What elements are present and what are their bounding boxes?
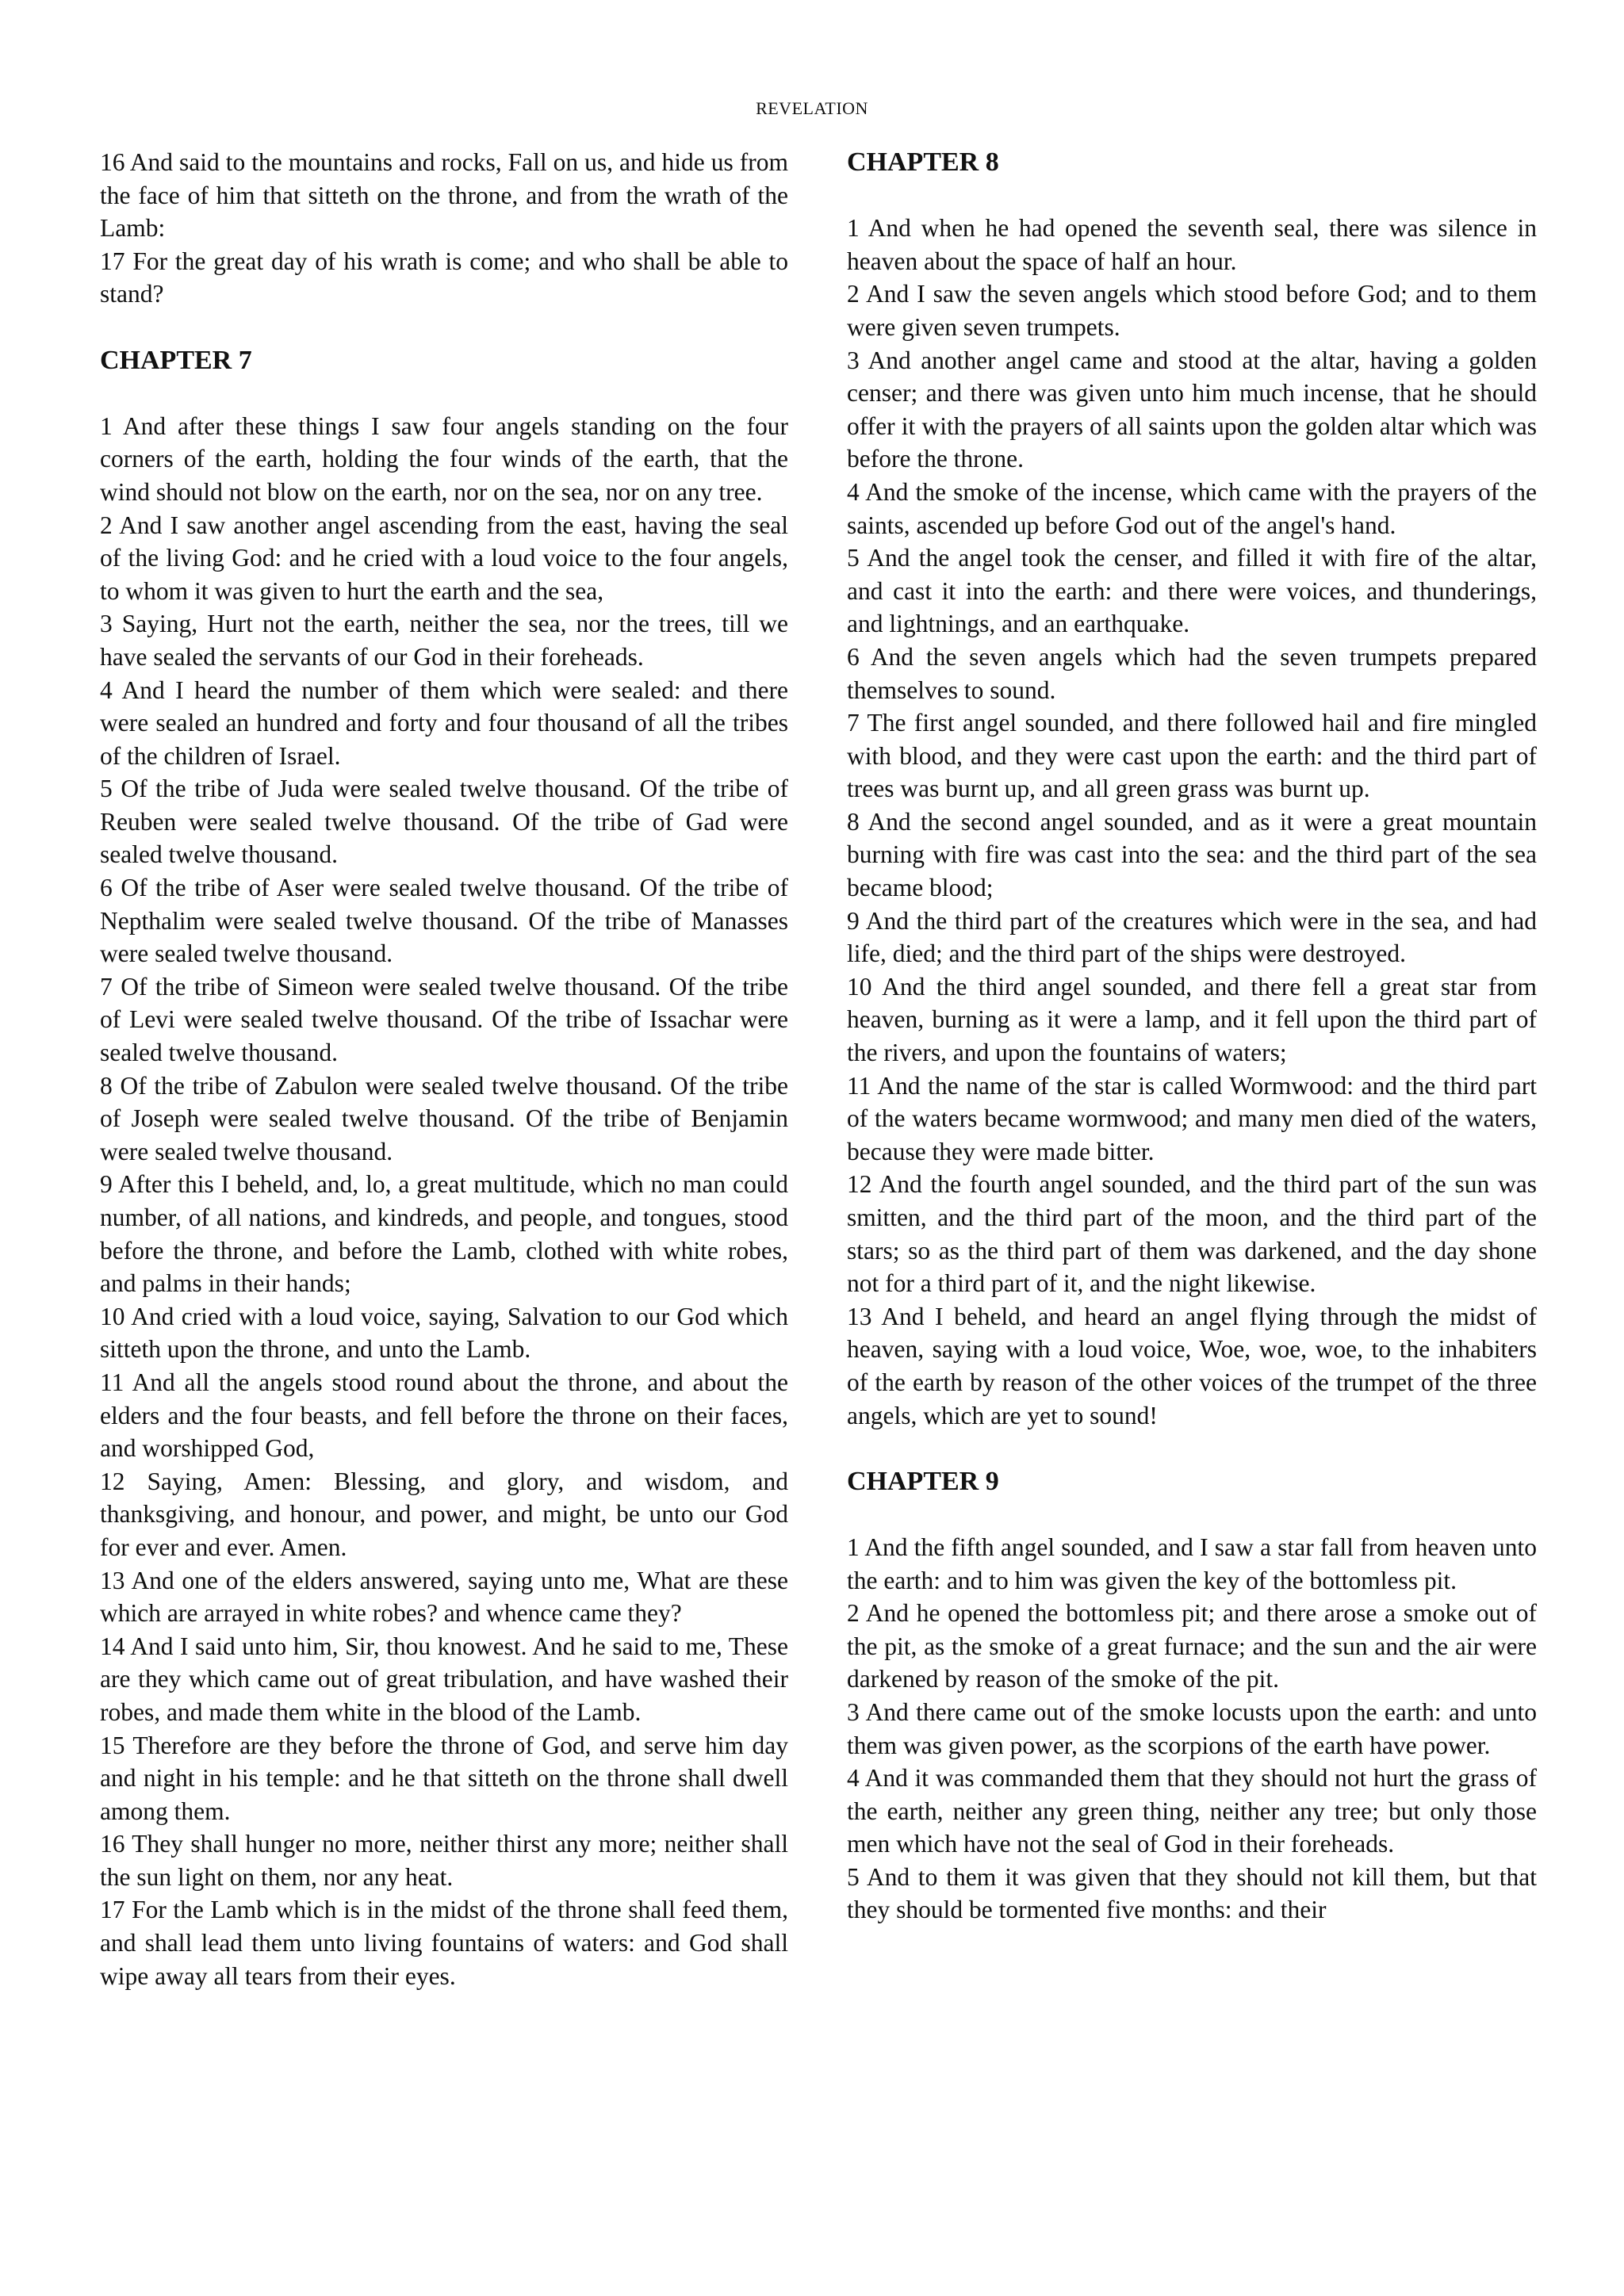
verse: 3 Saying, Hurt not the earth, neither the sea, nor the trees, till we have sealed the servants of our God in their foreheads. [100,610,788,671]
verse: 2 And I saw another angel ascending from the east, having the seal of the living God: and he cried with a loud voice to the four angels, to whom it was given to hurt the earth and the sea, [100,511,788,605]
spacer [100,377,788,410]
verse: 3 And another angel came and stood at the altar, having a golden censer; and there was given unto him much incense, that he should offer it with the prayers of all saints upon the golden altar which was before the throne. [847,346,1537,473]
verse: 16 They shall hunger no more, neither thirst any more; neither shall the sun light on them, nor any heat. [100,1830,788,1891]
verse: 10 And the third angel sounded, and there fell a great star from heaven, burning as it were a lamp, and it fell upon the third part of the rivers, and upon the fountains of waters; [847,972,1537,1067]
verse: 5 Of the tribe of Juda were sealed twelve thousand. Of the tribe of Reuben were sealed twelve thousand. Of the tribe of Gad were sealed twelve thousand. [100,775,788,869]
verse: 16 And said to the mountains and rocks, Fall on us, and hide us from the face of him that sitteth on the throne, and from the wrath of the Lamb: [100,148,788,243]
spacer [847,1498,1537,1531]
verse: 2 And he opened the bottomless pit; and there arose a smoke out of the pit, as the smoke of a great furnace; and the sun and the air were darkened by reason of the smoke of the pit. [847,1599,1537,1693]
verse: 11 And the name of the star is called Wormwood: and the third part of the waters became wormwood; and many men died of the waters, because they were made bitter. [847,1071,1537,1165]
spacer [847,179,1537,212]
verse: 4 And I heard the number of them which were sealed: and there were sealed an hundred and forty and four thousand of all the tribes of the children of Israel. [100,675,788,770]
spacer [847,1432,1537,1465]
verse: 17 For the great day of his wrath is come; and who shall be able to stand? [100,247,788,308]
chapter-heading: CHAPTER 7 [100,345,252,375]
verse: 6 And the seven angels which had the seven trumpets prepared themselves to sound. [847,642,1537,704]
verse: 12 Saying, Amen: Blessing, and glory, and wisdom, and thanksgiving, and honour, and power, and might, be unto our God for ever and ever. Amen. [100,1467,788,1561]
verse: 13 And I beheld, and heard an angel flying through the midst of heaven, saying with a loud voice, Woe, woe, woe, to the inhabiters of the earth by reason of the other voices of the trumpet of the three angels, which are yet to sound! [847,1302,1537,1429]
running-title: REVELATION [756,98,868,118]
verse: 15 Therefore are they before the throne of God, and serve him day and night in his temple: and he that sitteth on the throne shall dwell among them. [100,1731,788,1825]
right-column [847,146,1537,1927]
verse: 5 And to them it was given that they should not kill them, but that they should be tormented five months: and their [847,1862,1537,1924]
verse: 5 And the angel took the censer, and filled it with fire of the altar, and cast it into the earth: and there were voices, and thunderings, and lightnings, and an earthquake. [847,544,1537,638]
verse: 4 And the smoke of the incense, which came with the prayers of the saints, ascended up before God out of the angel's hand. [847,477,1537,539]
verse: 10 And cried with a loud voice, saying, Salvation to our God which sitteth upon the throne, and unto the Lamb. [100,1302,788,1364]
verse: 1 And when he had opened the seventh seal, there was silence in heaven about the space of half an hour. [847,214,1537,275]
verse: 4 And it was commanded them that they should not hurt the grass of the earth, neither any green thing, neither any tree; but only those men which have not the seal of God in their foreheads. [847,1764,1537,1858]
verse: 8 Of the tribe of Zabulon were sealed twelve thousand. Of the tribe of Joseph were sealed twelve thousand. Of the tribe of Benjamin were sealed twelve thousand. [100,1071,788,1165]
verse: 11 And all the angels stood round about the throne, and about the elders and the four beasts, and fell before the throne on their faces, and worshipped God, [100,1368,788,1463]
verse: 13 And one of the elders answered, saying unto me, What are these which are arrayed in white robes? and whence came they? [100,1566,788,1628]
verse: 14 And I said unto him, Sir, thou knowest. And he said to me, These are they which came out of great tribulation, and have washed their robes, and made them white in the blood of the Lamb. [100,1632,788,1726]
verse: 6 Of the tribe of Aser were sealed twelve thousand. Of the tribe of Nepthalim were sealed twelve thousand. Of the tribe of Manasses were sealed twelve thousand. [100,874,788,968]
verse: 1 And after these things I saw four angels standing on the four corners of the earth, holding the four winds of the earth, that the wind should not blow on the earth, nor on the sea, nor on any tree. [100,411,788,506]
verse: 3 And there came out of the smoke locusts upon the earth: and unto them was given power, as the scorpions of the earth have power. [847,1697,1537,1759]
verse: 12 And the fourth angel sounded, and the third part of the sun was smitten, and the third part of the moon, and the third part of the stars; so as the third part of them was darkened, and the day shone not for a third part of it, and the night likewise. [847,1170,1537,1298]
chapter-heading: CHAPTER 9 [847,1466,999,1496]
verse: 7 Of the tribe of Simeon were sealed twelve thousand. Of the tribe of Levi were sealed twelve thousand. Of the tribe of Issachar were sealed twelve thousand. [100,972,788,1067]
chapter-heading: CHAPTER 8 [847,147,999,177]
left-column [100,146,788,1992]
spacer [100,311,788,344]
verse: 9 And the third part of the creatures which were in the sea, and had life, died; and the third part of the ships were destroyed. [847,906,1537,968]
verse: 7 The first angel sounded, and there followed hail and fire mingled with blood, and they were cast upon the earth: and the third part of trees was burnt up, and all green grass was burnt up. [847,709,1537,803]
verse: 17 For the Lamb which is in the midst of the throne shall feed them, and shall lead them unto living fountains of waters: and God shall wipe away all tears from their eyes. [100,1896,788,1990]
verse: 2 And I saw the seven angels which stood before God; and to them were given seven trumpets. [847,280,1537,341]
verse: 8 And the second angel sounded, and as it were a great mountain burning with fire was cast into the sea: and the third part of the sea became blood; [847,807,1537,902]
verse: 9 After this I beheld, and, lo, a great multitude, which no man could number, of all nations, and kindreds, and people, and tongues, stood before the throne, and before the Lamb, clothed with white robes, and palms in their hands; [100,1170,788,1298]
verse: 1 And the fifth angel sounded, and I saw a star fall from heaven unto the earth: and to him was given the key of the bottomless pit. [847,1533,1537,1594]
